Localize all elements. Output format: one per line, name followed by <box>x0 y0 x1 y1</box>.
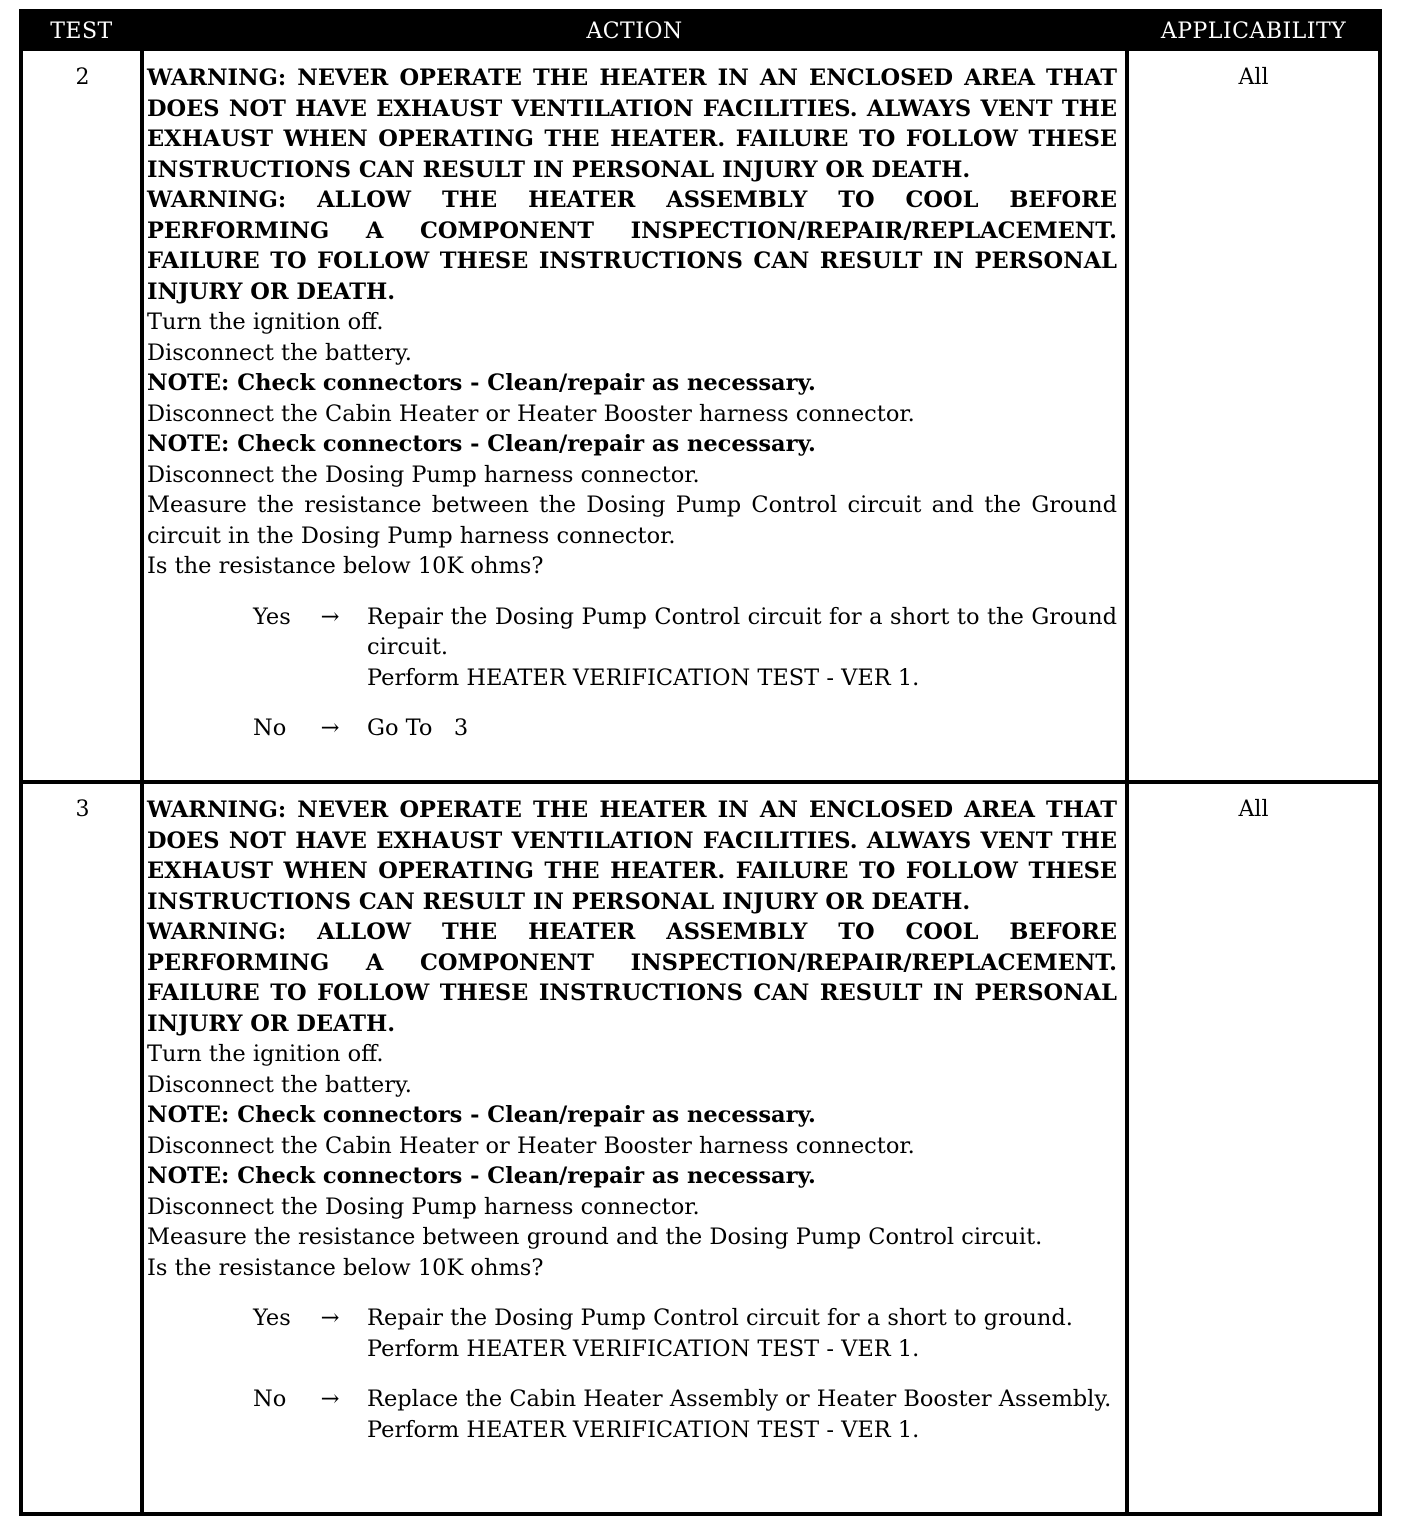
arrow-icon: → <box>320 715 340 741</box>
arrow-icon: → <box>320 1386 340 1412</box>
yes-label: Yes <box>253 603 291 630</box>
question-text: Is the resistance below 10K ohms? <box>147 553 544 579</box>
step-text: Turn the ignition off. <box>147 1041 384 1067</box>
note-text: NOTE: Check connectors - Clean/repair as necessary. <box>147 1163 816 1189</box>
arrow-icon: → <box>320 603 340 630</box>
no-branch <box>147 713 1117 744</box>
header-test: TEST <box>50 19 113 44</box>
no-action: Go To 3 <box>367 715 469 741</box>
action-cell <box>147 795 1117 1445</box>
table-header <box>23 13 1378 51</box>
header-applicability: APPLICABILITY <box>1160 19 1347 44</box>
step-text: Measure the resistance between the Dosing Pump Control circuit and the Ground circuit in the Dosing Pump harness connector. <box>147 492 1117 549</box>
applicability-value: All <box>1238 797 1269 822</box>
yes-action: Repair the Dosing Pump Control circuit for a short to the Ground circuit. <box>367 603 1117 660</box>
note-text: NOTE: Check connectors - Clean/repair as necessary. <box>147 370 816 396</box>
row-divider <box>23 780 1378 784</box>
warning-text: WARNING: NEVER OPERATE THE HEATER IN AN ENCLOSED AREA THAT DOES NOT HAVE EXHAUST VENTILATION FACILITIES. ALWAYS VENT THE EXHAUST WHEN OPERATING THE HEATER. FAILURE TO FOLLOW THESE INSTRUCTIONS CAN RESULT IN PERSONAL INJURY OR DEATH. <box>147 65 1117 183</box>
step-text: Disconnect the battery. <box>147 339 412 366</box>
applicability-value: All <box>1238 65 1269 90</box>
no-branch <box>147 1384 1117 1445</box>
no-label: No <box>253 715 287 741</box>
yes-branch <box>147 602 1117 694</box>
step-text: Disconnect the Dosing Pump harness connector. <box>147 1193 700 1220</box>
no-label: No <box>253 1386 287 1412</box>
note-text: NOTE: Check connectors - Clean/repair as necessary. <box>147 1102 816 1128</box>
yes-branch <box>147 1303 1117 1364</box>
step-text: Turn the ignition off. <box>147 309 384 335</box>
yes-label: Yes <box>253 1305 291 1331</box>
no-action: Replace the Cabin Heater Assembly or Heater Booster Assembly. <box>367 1386 1112 1412</box>
test-number: 2 <box>75 65 90 90</box>
note-text: NOTE: Check connectors - Clean/repair as necessary. <box>147 431 816 457</box>
step-text: Disconnect the Cabin Heater or Heater Booster harness connector. <box>147 1132 915 1159</box>
procedure-table <box>19 9 1382 1516</box>
test-number: 3 <box>75 797 90 822</box>
yes-action: Perform HEATER VERIFICATION TEST - VER 1. <box>367 664 920 691</box>
step-text: Disconnect the Cabin Heater or Heater Booster harness connector. <box>147 400 915 427</box>
no-action: Perform HEATER VERIFICATION TEST - VER 1. <box>367 1416 920 1443</box>
header-action: ACTION <box>586 19 683 44</box>
warning-text: WARNING: ALLOW THE HEATER ASSEMBLY TO COOL BEFORE PERFORMING A COMPONENT INSPECTION/REPAIR/REPLACEMENT. FAILURE TO FOLLOW THESE INSTRUCTIONS CAN RESULT IN PERSONAL INJURY OR DEATH. <box>147 187 1117 305</box>
step-text: Measure the resistance between ground and the Dosing Pump Control circuit. <box>147 1224 1043 1250</box>
warning-text: WARNING: NEVER OPERATE THE HEATER IN AN ENCLOSED AREA THAT DOES NOT HAVE EXHAUST VENTILATION FACILITIES. ALWAYS VENT THE EXHAUST WHEN OPERATING THE HEATER. FAILURE TO FOLLOW THESE INSTRUCTIONS CAN RESULT IN PERSONAL INJURY OR DEATH. <box>147 797 1117 915</box>
yes-action: Repair the Dosing Pump Control circuit for a short to ground. <box>367 1305 1073 1331</box>
warning-text: WARNING: ALLOW THE HEATER ASSEMBLY TO COOL BEFORE PERFORMING A COMPONENT INSPECTION/REPAIR/REPLACEMENT. FAILURE TO FOLLOW THESE INSTRUCTIONS CAN RESULT IN PERSONAL INJURY OR DEATH. <box>147 919 1117 1037</box>
arrow-icon: → <box>320 1305 340 1331</box>
step-text: Disconnect the battery. <box>147 1071 412 1098</box>
question-text: Is the resistance below 10K ohms? <box>147 1254 544 1281</box>
yes-action: Perform HEATER VERIFICATION TEST - VER 1. <box>367 1335 920 1362</box>
action-cell <box>147 63 1117 744</box>
step-text: Disconnect the Dosing Pump harness connector. <box>147 461 700 488</box>
